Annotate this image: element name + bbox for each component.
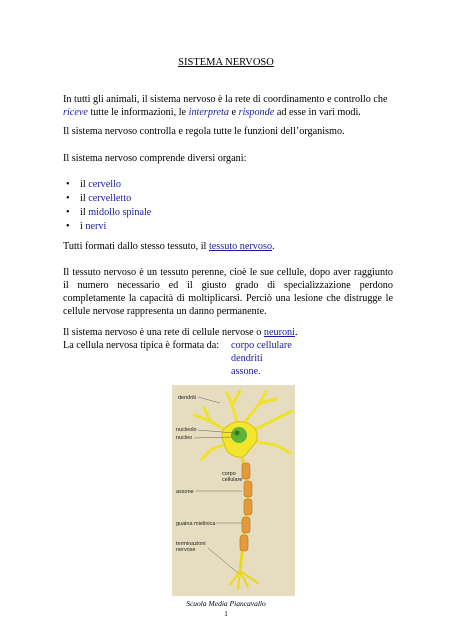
part-corpo-cellulare: corpo cellulare [231,340,292,351]
intro-text-4: ad esse in vari modi. [274,107,361,118]
list-item: • il cervello [66,179,122,190]
organ-prefix: il [80,193,89,204]
cell-parts [231,339,292,378]
organ-midollo-spinale: midollo spinale [88,207,152,218]
list-item: • il cervelletto [66,193,132,204]
neurons-text: Il sistema nervoso è una rete di cellule nervose o [63,327,264,338]
label-nucleolo: nucleolo [176,427,197,433]
nucleus-shape [231,427,247,443]
label-nucleo: nucleo [176,435,193,441]
organ-nervi: nervi [85,221,107,232]
keyword-riceve: riceve [63,107,88,118]
organs-intro: Il sistema nervoso comprende diversi organi: [63,153,247,164]
label-dendriti: dendriti [178,395,197,401]
intro-paragraph [63,93,393,119]
organ-prefix: il [80,179,89,190]
page-title: SISTEMA NERVOSO [178,57,274,68]
neuroni-link[interactable]: neuroni [263,327,295,338]
organ-cervello: cervello [88,179,122,190]
organs-list [63,178,151,234]
neuron-illustration [172,385,295,596]
tissue-period: . [272,241,275,252]
list-item: • il midollo spinale [66,207,152,218]
cell-structure-intro: La cellula nervosa tipica è formata da: [63,340,220,351]
organ-prefix: i [80,221,86,232]
page-number: 1 [224,609,228,618]
label-assone: assone [176,489,194,495]
control-paragraph: Il sistema nervoso controlla e regola tutte le funzioni dell’organismo. [63,126,345,137]
keyword-interpreta: interpreta [188,107,229,118]
list-item: • i nervi [66,221,107,232]
footer-school: Scuola Media Piancavallo [186,599,266,608]
keyword-risponde: risponde [238,107,275,118]
label-guaina-mielinica: guaina mielinica [176,521,216,527]
neurons-paragraph [63,326,393,339]
nucleolus-shape [235,431,240,436]
label-nervose: nervose [176,547,196,553]
intro-text: In tutti gli animali, il sistema nervoso è la rete di coordinamento e controllo che [63,94,388,105]
part-assone: assone. [231,366,261,377]
organ-cervelletto: cervelletto [88,193,132,204]
intro-text-3: e [228,107,239,118]
label-terminazioni: terminazioni [176,541,206,547]
label-corpo: corpo [222,471,236,477]
organ-prefix: il [80,207,89,218]
part-dendriti: dendriti [231,353,263,364]
tessuto-nervoso-link[interactable]: tessuto nervoso [208,241,273,252]
tissue-text: Tutti formati dallo stesso tessuto, il [63,241,209,252]
tissue-paragraph [63,240,393,253]
label-cellulare: cellulare [222,477,243,483]
neurons-period: . [294,327,298,338]
perennial-paragraph: Il tessuto nervoso è un tessuto perenne, cioè le sue cellule, dopo aver raggiunto il numero necessario ed il giusto grado di specializzazione perdono completamente la capacità di moltiplicarsi. Perciò una lesione che distrugge le cellule nervose rappresenta un danno permanente. [63,267,393,317]
intro-text-2: tutte le informazioni, le [87,107,189,118]
